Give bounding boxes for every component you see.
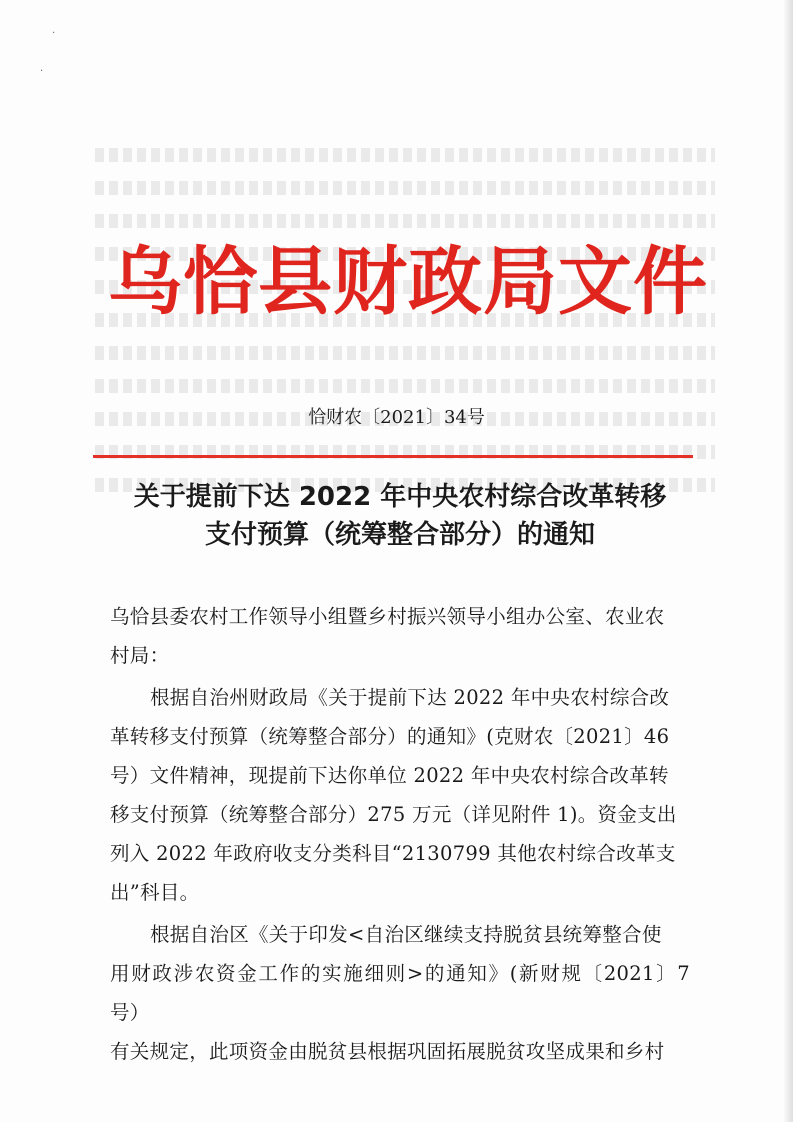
notice-title-line: 关于提前下达 2022 年中央农村综合改革转移 (133, 482, 667, 512)
paragraph-line: 列入 2022 年政府收支分类科目“2130799 其他农村综合改革支 (110, 842, 676, 865)
paragraph-line: 出”科目。 (110, 881, 200, 904)
addressee-line: 村局： (110, 644, 170, 667)
paragraph-line: 根据自治区《关于印发<自治区继续支持脱贫县统筹整合使 (150, 923, 662, 946)
paragraph-line: 用财政涉农资金工作的实施细则>的通知》(新财规〔2021〕7 号） (110, 962, 690, 1024)
page-edge-shadow (783, 0, 793, 1122)
paragraph-line: 移支付预算（统筹整合部分）275 万元（详见附件 1)。资金支出 (110, 803, 677, 826)
notice-title (80, 478, 720, 554)
paragraph-line: 根据自治州财政局《关于提前下达 2022 年中央农村综合改 (150, 686, 670, 709)
notice-title-line: 支付预算（统筹整合部分）的通知 (204, 520, 595, 550)
addressee-line: 乌恰县委农村工作领导小组暨乡村振兴领导小组办公室、农业农 (110, 605, 665, 628)
issuer-header-title: 乌恰县财政局文件 (108, 239, 708, 325)
paragraph-regulation (110, 915, 690, 1071)
document-number: 恰财农〔2021〕34号 (308, 407, 485, 428)
paragraph-line: 有关规定，此项资金由脱贫县根据巩固拓展脱贫攻坚成果和乡村 (110, 1040, 665, 1063)
paragraph-line: 革转移支付预算（统筹整合部分）的通知》(克财农〔2021〕46 (110, 725, 670, 748)
document-body (110, 597, 690, 1071)
show-through-text (95, 148, 715, 528)
scan-speck: · (52, 28, 56, 39)
red-divider-line (93, 455, 693, 458)
scan-speck: · (40, 66, 44, 77)
paragraph-line: 号）文件精神，现提前下达你单位 2022 年中央农村综合改革转 (110, 764, 669, 787)
paragraph-allocation (110, 678, 690, 912)
addressee (110, 597, 690, 675)
